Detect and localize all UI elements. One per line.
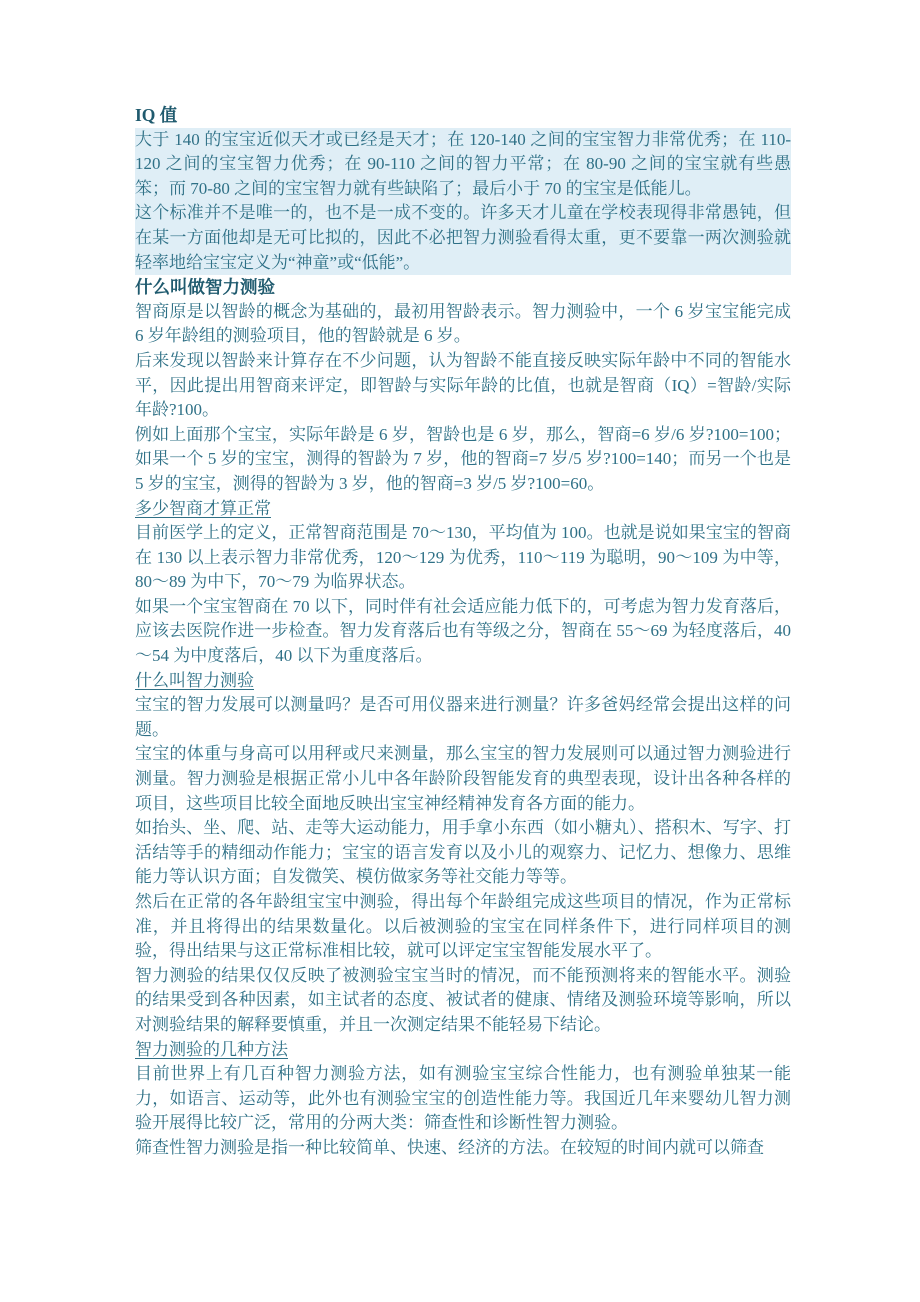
section-heading-test-methods: 智力测验的几种方法	[135, 1039, 288, 1059]
paragraph-test-design: 宝宝的体重与身高可以用秤或尺来测量，那么宝宝的智力发展则可以通过智力测验进行测量。智力测验是根据正常小儿中各年龄阶段智能发育的典型表现，设计出各种各样的项目，这些项目比较全面地反映出宝宝神经精神发育各方面的能力。	[135, 744, 791, 813]
highlighted-text-block	[135, 128, 791, 276]
paragraph-ability-examples: 如抬头、坐、爬、站、走等大运动能力，用手拿小东西（如小糖丸）、搭积木、写字、打活结等手的精细动作能力；宝宝的语言发育以及小儿的观察力、记忆力、想像力、思维能力等认识方面；自发微笑、模仿做家务等社交能力等等。	[135, 818, 791, 887]
paragraph-iq-formula: 后来发现以智龄来计算存在不少问题，认为智龄不能直接反映实际年龄中不同的智能水平，因此提出用智商来评定，即智龄与实际年龄的比值，也就是智商（IQ）=智龄/实际年龄?100。	[135, 350, 791, 420]
section-heading-what-is-intelligence-test: 什么叫智力测验	[135, 670, 254, 690]
document-title: IQ 值	[135, 105, 178, 125]
section-heading-normal-iq: 多少智商才算正常	[135, 498, 271, 518]
paragraph-screening-test: 筛查性智力测验是指一种比较简单、快速、经济的方法。在较短的时间内就可以筛查	[135, 1137, 764, 1157]
paragraph-method-categories: 目前世界上有几百种智力测验方法，如有测验宝宝综合性能力，也有测验单独某一能力，如语言、运动等，此外也有测验宝宝的创造性能力等。我国近几年来婴幼儿智力测验开展得比较广泛，常用的分两大类：筛查性和诊断性智力测验。	[135, 1064, 791, 1133]
paragraph-normal-iq-range: 目前医学上的定义，正常智商范围是 70～130，平均值为 100。也就是说如果宝宝的智商在 130 以上表示智力非常优秀，120～129 为优秀，110～119 为聪明，90～109 为中等，80～89 为中下，70～79 为临界状态。	[135, 523, 791, 592]
paragraph-can-iq-be-measured: 宝宝的智力发展可以测量吗？是否可用仪器来进行测量？许多爸妈经常会提出这样的问题。	[135, 695, 791, 739]
paragraph-norm-standardization: 然后在正常的各年龄组宝宝中测验，得出每个年龄组完成这些项目的情况，作为正常标准，并且将得出的结果数量化。以后被测验的宝宝在同样条件下，进行同样项目的测验，得出结果与这正常标准相比较，就可以评定宝宝智能发展水平了。	[135, 892, 791, 961]
section-heading-what-is-iq-test: 什么叫做智力测验	[135, 277, 275, 298]
paragraph-iq-caveat: 这个标准并不是唯一的，也不是一成不变的。许多天才儿童在学校表现得非常愚钝，但在某一方面他却是无可比拟的，因此不必把智力测验看得太重，更不要靠一两次测验就轻率地给宝宝定义为“神童”或“低能”。	[135, 203, 791, 272]
paragraph-low-iq-grades: 如果一个宝宝智商在 70 以下，同时伴有社会适应能力低下的，可考虑为智力发育落后，应该去医院作进一步检查。智力发育落后也有等级之分，智商在 55～69 为轻度落后，40～54 为中度落后，40 以下为重度落后。	[135, 596, 791, 666]
paragraph-iq-examples: 例如上面那个宝宝，实际年龄是 6 岁，智龄也是 6 岁，那么，智商=6 岁/6 岁?100=100；如果一个 5 岁的宝宝，测得的智龄为 7 岁，他的智商=7 岁/5 岁?100=140；而另一个也是 5 岁的宝宝，测得的智龄为 3 岁，他的智商=3 岁/5 岁?100=60。	[135, 424, 791, 493]
paragraph-result-interpretation: 智力测验的结果仅仅反映了被测验宝宝当时的情况，而不能预测将来的智能水平。测验的结果受到各种因素，如主试者的态度、被试者的健康、情绪及测验环境等影响，所以对测验结果的解释要慎重，并且一次测定结果不能轻易下结论。	[135, 965, 791, 1034]
paragraph-iq-ranges: 大于 140 的宝宝近似天才或已经是天才；在 120-140 之间的宝宝智力非常优秀；在 110-120 之间的宝宝智力优秀；在 90-110 之间的智力平常；在 80-90 之间的宝宝就有些愚笨；而 70-80 之间的宝宝智力就有些缺陷了；最后小于 70 的宝宝是低能儿。	[135, 129, 791, 198]
paragraph-mental-age-concept: 智商原是以智龄的概念为基础的，最初用智龄表示。智力测验中，一个 6 岁宝宝能完成 6 岁年龄组的测验项目，他的智龄就是 6 岁。	[135, 301, 791, 346]
